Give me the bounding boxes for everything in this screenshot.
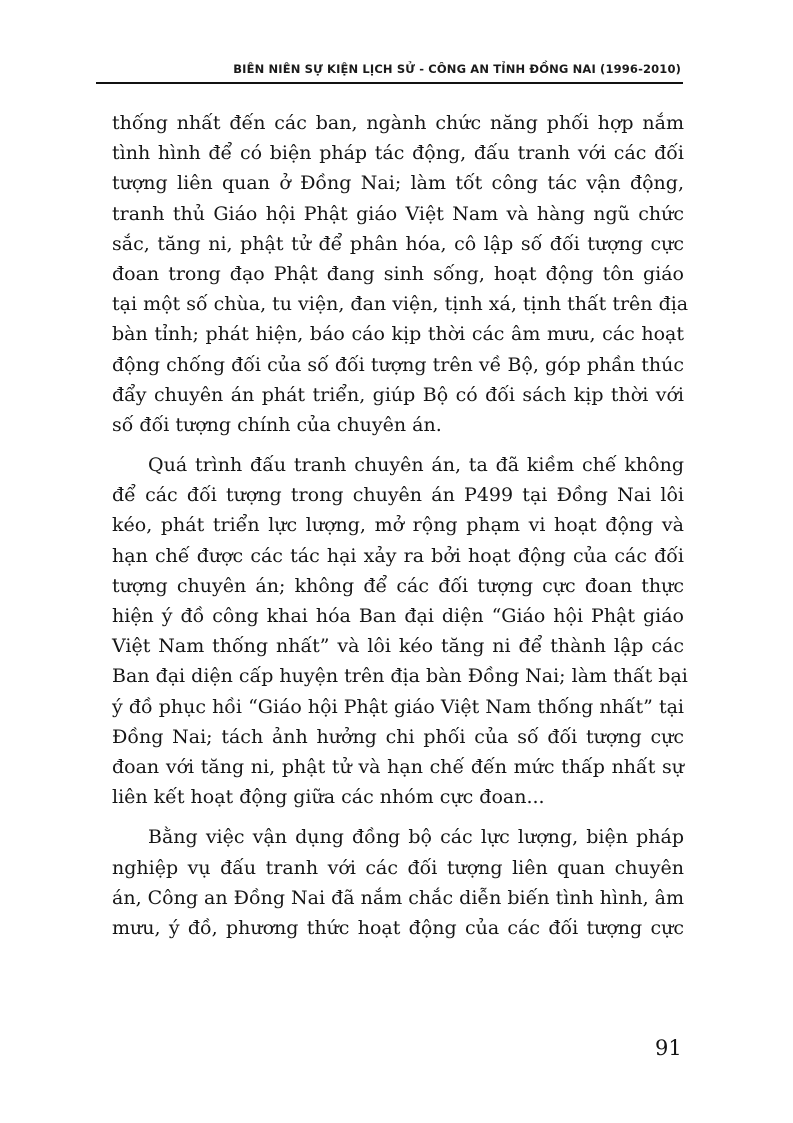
text-line: hạn chế được các tác hại xảy ra bởi hoạt động của các đối xyxy=(112,544,684,567)
text-line: tượng chuyên án; không để các đối tượng cực đoan thực xyxy=(112,574,684,597)
text-line: tại một số chùa, tu viện, đan viện, tịnh xá, tịnh thất trên địa xyxy=(112,293,689,316)
text-line: thống nhất đến các ban, ngành chức năng phối hợp nắm xyxy=(112,112,684,134)
text-line: kéo, phát triển lực lượng, mở rộng phạm vi hoạt động và xyxy=(112,514,684,537)
text-line: hiện ý đồ công khai hóa Ban đại diện “Giáo hội Phật giáo xyxy=(112,605,684,627)
paragraph-spacer xyxy=(112,812,684,822)
paragraph-2 xyxy=(112,450,688,812)
text-line: Việt Nam thống nhất” và lôi kéo tăng ni để thành lập các xyxy=(112,635,684,658)
text-line: nghiệp vụ đấu tranh với các đối tượng liên quan chuyên xyxy=(112,856,684,879)
running-header xyxy=(96,56,683,84)
text-line: Quá trình đấu tranh chuyên án, ta đã kiềm chế không xyxy=(148,454,684,477)
page-number: 91 xyxy=(655,1036,682,1060)
paragraph-3 xyxy=(112,822,684,943)
paragraph-1 xyxy=(112,108,689,440)
text-line: ý đồ phục hồi “Giáo hội Phật giáo Việt Nam thống nhất” tại xyxy=(112,695,684,718)
text-line: liên kết hoạt động giữa các nhóm cực đoan... xyxy=(112,786,545,809)
text-line: số đối tượng chính của chuyên án. xyxy=(112,413,442,436)
paragraph-spacer xyxy=(112,440,684,450)
text-line: sắc, tăng ni, phật tử để phân hóa, cô lập số đối tượng cực xyxy=(112,232,684,255)
text-line: Ban đại diện cấp huyện trên địa bàn Đồng Nai; làm thất bại xyxy=(112,665,688,688)
body-text xyxy=(112,108,689,943)
text-line: án, Công an Đồng Nai đã nắm chắc diễn biến tình hình, âm xyxy=(112,886,685,909)
text-line: bàn tỉnh; phát hiện, báo cáo kịp thời các âm mưu, các hoạt xyxy=(112,323,684,346)
text-line: tranh thủ Giáo hội Phật giáo Việt Nam và hàng ngũ chức xyxy=(112,202,684,225)
text-line: đoan với tăng ni, phật tử và hạn chế đến mức thấp nhất sự xyxy=(112,755,684,778)
text-line: động chống đối của số đối tượng trên về Bộ, góp phần thúc xyxy=(112,353,684,376)
text-line: tình hình để có biện pháp tác động, đấu tranh với các đối xyxy=(112,142,684,165)
text-line: mưu, ý đồ, phương thức hoạt động của các đối tượng cực xyxy=(112,916,684,939)
running-header-title: BIÊN NIÊN SỰ KIỆN LỊCH SỬ - CÔNG AN TỈNH ĐỒNG NAI (1996-2010) xyxy=(233,62,681,76)
text-line: đẩy chuyên án phát triển, giúp Bộ có đối sách kịp thời với xyxy=(112,383,684,406)
text-line: Đồng Nai; tách ảnh hưởng chi phối của số đối tượng cực xyxy=(112,725,684,748)
text-line: tượng liên quan ở Đồng Nai; làm tốt công tác vận động, xyxy=(112,172,684,195)
text-line: để các đối tượng trong chuyên án P499 tại Đồng Nai lôi xyxy=(112,484,684,507)
text-line: đoan trong đạo Phật đang sinh sống, hoạt động tôn giáo xyxy=(112,262,684,285)
text-line: Bằng việc vận dụng đồng bộ các lực lượng, biện pháp xyxy=(148,826,684,849)
